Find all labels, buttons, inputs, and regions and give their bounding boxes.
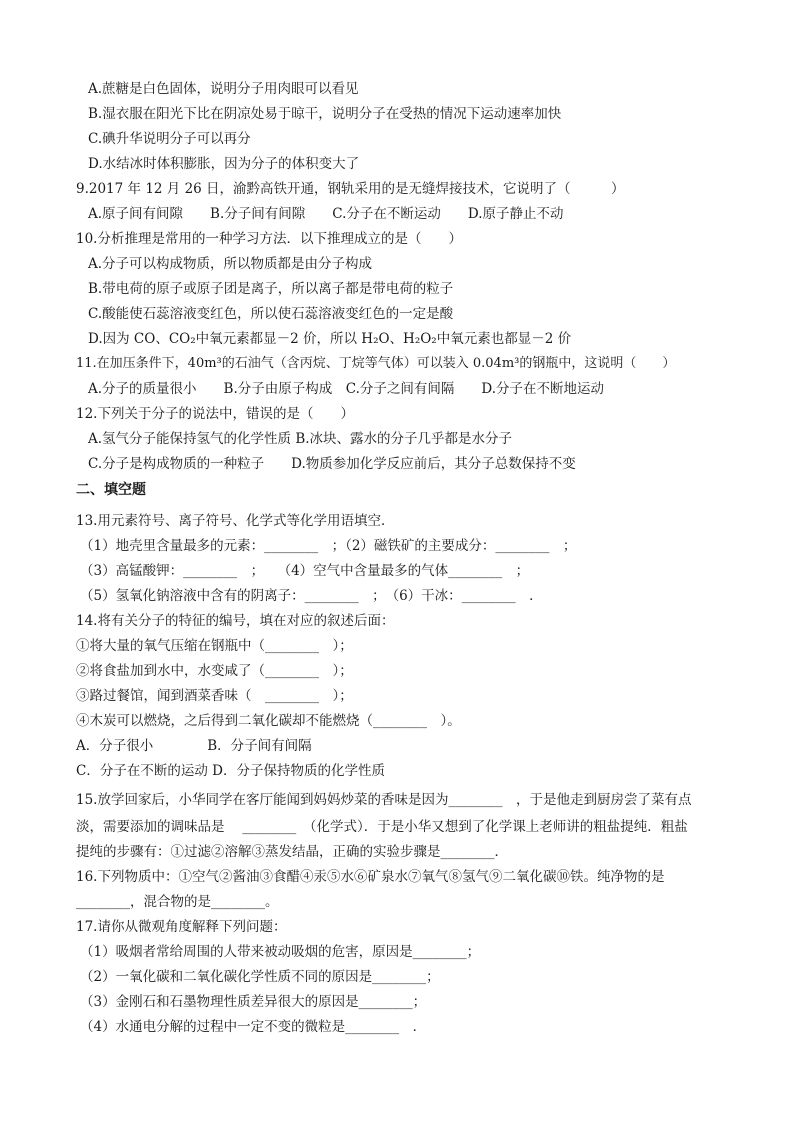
options-14ab: A．分子很小 B．分子间有间隔 <box>76 738 312 754</box>
question-17-3: （3）金刚石和石墨物理性质差异很大的原因是________； <box>80 994 427 1010</box>
question-17-1: （1）吸烟者常给周围的人带来被动吸烟的危害，原因是________； <box>80 944 481 960</box>
question-12: 12.下列关于分子的说法中，错误的是（ ） <box>76 406 354 422</box>
question-15-line3: 提纯的步骤有：①过滤②溶解③蒸发结晶，正确的实验步骤是________． <box>76 844 508 860</box>
question-14-4: ④木炭可以燃烧，之后得到二氧化碳却不能燃烧（________ ）。 <box>76 713 461 729</box>
question-14-3: ③路过餐馆，闻到酒菜香味（ ________ ）； <box>76 688 353 704</box>
options-11: A.分子的质量很小 B.分子由原子构成 C.分子之间有间隔 D.分子在不断地运动 <box>88 381 605 397</box>
question-17: 17.请你从微观角度解释下列问题： <box>76 919 287 935</box>
options-9: A.原子间有间隙 B.分子间有间隙 C.分子在不断运动 D.原子静止不动 <box>88 206 564 222</box>
option-8a: A.蔗糖是白色固体，说明分子用肉眼可以看见 <box>88 81 359 97</box>
option-10c: C.酸能使石蕊溶液变红色，所以使石蕊溶液变红色的一定是酸 <box>88 306 454 322</box>
option-8b: B.湿衣服在阳光下比在阴凉处易于晾干，说明分子在受热的情况下运动速率加快 <box>88 106 562 122</box>
options-12ab: A.氢气分子能保持氢气的化学性质 B.冰块、露水的分子几乎都是水分子 <box>88 431 513 447</box>
question-13: 13.用元素符号、离子符号、化学式等化学用语填空． <box>76 513 395 529</box>
option-8d: D.水结冰时体积膨胀，因为分子的体积变大了 <box>88 156 360 172</box>
option-10b: B.带电荷的原子或原子团是离子，所以离子都是带电荷的粒子 <box>88 281 454 297</box>
question-13-3: （3）高锰酸钾：________ ； （4）空气中含量最多的气体________ ； <box>80 563 530 579</box>
option-10d: D.因为 CO、CO₂中氧元素都显－2 价，所以 H₂O、H₂O₂中氧元素也都显－2 价 <box>88 331 572 347</box>
question-13-5: （5）氢氧化钠溶液中含有的阴离子：________ ； （6）干冰：________ ． <box>80 588 543 604</box>
question-9: 9.2017 年 12 月 26 日，渝黔高铁开通，钢轨采用的是无缝焊接技术，它说明了（ ） <box>76 181 625 197</box>
options-12cd: C.分子是构成物质的一种粒子 D.物质参加化学反应前后，其分子总数保持不变 <box>88 456 576 472</box>
section-heading: 二、填空题 <box>76 482 146 498</box>
question-15-line1: 15.放学回家后，小华同学在客厅能闻到妈妈炒菜的香味是因为________ ，于是他走到厨房尝了菜有点 <box>76 792 692 808</box>
question-11: 11.在加压条件下，40m³的石油气（含丙烷、丁烷等气体）可以装入 0.04m³的钢瓶中，这说明（ ） <box>76 356 676 371</box>
question-14: 14.将有关分子的特征的编号，填在对应的叙述后面： <box>76 613 395 629</box>
option-8c: C.碘升华说明分子可以再分 <box>88 131 251 147</box>
question-17-2: （2）一氧化碳和二氧化碳化学性质不同的原因是________； <box>80 969 440 985</box>
question-14-1: ①将大量的氧气压缩在钢瓶中（________ ）； <box>76 638 353 654</box>
question-16-line1: 16.下列物质中：①空气②酱油③食醋④汞⑤水⑥矿泉水⑦氧气⑧氢气⑨二氧化碳⑩铁。纯净物的是 <box>76 869 665 885</box>
question-17-4: （4）水通电分解的过程中一定不变的微粒是________ ． <box>80 1019 427 1035</box>
options-14cd: C．分子在不断的运动 D．分子保持物质的化学性质 <box>76 763 385 779</box>
question-14-2: ②将食盐加到水中，水变咸了（________ ）； <box>76 663 353 679</box>
question-10: 10.分析推理是常用的一种学习方法．以下推理成立的是（ ） <box>76 231 462 247</box>
question-15-line2: 淡，需要添加的调味品是 ________ （化学式）．于是小华又想到了化学课上老师讲的粗盐提纯．粗盐 <box>76 819 688 835</box>
question-16-line2: ________，混合物的是________。 <box>76 894 279 910</box>
question-13-1: （1）地壳里含量最多的元素：________ ；（2）磁铁矿的主要成分：________ ； <box>80 538 577 554</box>
option-10a: A.分子可以构成物质，所以物质都是由分子构成 <box>88 256 373 272</box>
